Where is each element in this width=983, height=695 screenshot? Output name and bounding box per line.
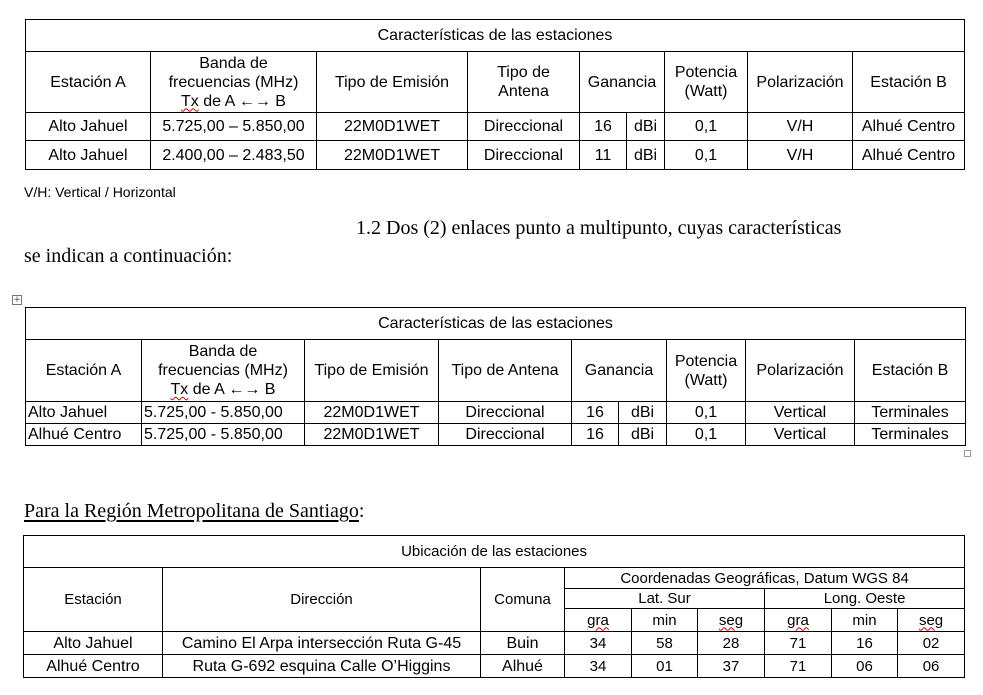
cell-long-gra: 71: [765, 655, 832, 678]
header-banda: [142, 340, 305, 402]
cell-ganancia-valor: 16: [580, 113, 627, 141]
header-tipo-antena: [468, 52, 580, 113]
cell-estacion-b: Terminales: [855, 424, 966, 446]
header-potencia-line1: Potencia: [674, 64, 738, 81]
header-potencia-line1: Potencia: [674, 352, 738, 370]
cell-estacion-a: Alto Jahuel: [26, 113, 151, 141]
cell-ganancia-unidad: dBi: [619, 402, 667, 424]
header-tipo-antena-line2: Antena: [498, 83, 549, 100]
cell-estacion-a: Alhué Centro: [26, 424, 142, 446]
header-banda-tx: Tx: [170, 381, 189, 398]
header-banda-line1: Banda de: [188, 343, 258, 360]
header-estacion-b: Estación B: [855, 340, 966, 402]
table-title: Características de las estaciones: [26, 308, 966, 340]
header-ganancia: Ganancia: [572, 340, 667, 402]
header-potencia: [667, 340, 746, 402]
cell-long-min: 16: [832, 632, 898, 655]
table-title: Ubicación de las estaciones: [24, 536, 965, 568]
cell-tipo-emision: 22M0D1WET: [305, 424, 439, 446]
header-lat-min: min: [632, 609, 698, 632]
header-coordenadas: Coordenadas Geográficas, Datum WGS 84: [565, 568, 965, 589]
cell-ganancia-valor: 16: [572, 402, 619, 424]
table-caracteristicas-2: [25, 307, 966, 446]
header-tipo-antena: Tipo de Antena: [439, 340, 572, 402]
table-row: [26, 141, 965, 170]
cell-estacion-b: Alhué Centro: [853, 113, 965, 141]
polarization-note: V/H: Vertical / Horizontal: [24, 184, 176, 200]
cell-tipo-antena: Direccional: [439, 402, 572, 424]
cell-comuna: Alhué: [481, 655, 565, 678]
cell-direccion: Ruta G-692 esquina Calle O’Higgins: [163, 655, 481, 678]
cell-potencia: 0,1: [667, 424, 746, 446]
header-tipo-antena-line1: Tipo de: [497, 64, 550, 81]
header-long-oeste: Long. Oeste: [765, 589, 965, 609]
header-ganancia: Ganancia: [580, 52, 665, 113]
header-long-gra: [765, 609, 832, 632]
header-banda-line2: frecuencias (MHz): [158, 362, 288, 379]
cell-potencia: 0,1: [665, 113, 748, 141]
header-estacion-b: Estación B: [853, 52, 965, 113]
cell-polarizacion: V/H: [748, 113, 853, 141]
header-potencia-line2: (Watt): [684, 371, 728, 389]
table-move-handle-icon[interactable]: +: [13, 295, 21, 305]
header-lat-gra: [565, 609, 632, 632]
cell-banda: 5.725,00 - 5.850,00: [142, 424, 305, 446]
cell-lat-min: 58: [632, 632, 698, 655]
cell-banda: 2.400,00 – 2.483,50: [151, 141, 317, 170]
table-resize-handle[interactable]: [964, 450, 971, 457]
paragraph-line-2: se indican a continuación:: [24, 245, 233, 267]
cell-estacion-b: Alhué Centro: [853, 141, 965, 170]
cell-tipo-emision: 22M0D1WET: [317, 113, 468, 141]
cell-tipo-emision: 22M0D1WET: [317, 141, 468, 170]
table-row: [24, 655, 965, 678]
table-row: [24, 632, 965, 655]
cell-tipo-antena: Direccional: [439, 424, 572, 446]
header-long-seg-text: seg: [918, 611, 944, 629]
cell-ganancia-unidad: dBi: [619, 424, 667, 446]
cell-tipo-antena: Direccional: [468, 141, 580, 170]
table-row: [26, 113, 965, 141]
header-tipo-emision: Tipo de Emisión: [305, 340, 439, 402]
header-lat-seg: [698, 609, 765, 632]
header-banda-tx: Tx: [181, 92, 199, 110]
table-caracteristicas-1: [25, 19, 965, 170]
cell-ganancia-valor: 11: [580, 141, 627, 170]
region-heading-text: Para la Región Metropolitana de Santiago: [24, 500, 359, 522]
cell-lat-gra: 34: [565, 632, 632, 655]
header-banda-line3: de A ←→ B: [188, 381, 276, 398]
header-estacion-a: Estación A: [26, 340, 142, 402]
header-lat-sur: Lat. Sur: [565, 589, 765, 609]
header-banda: [151, 52, 317, 113]
paragraph-line-1: 1.2 Dos (2) enlaces punto a multipunto, cuyas características: [356, 217, 842, 239]
cell-tipo-antena: Direccional: [468, 113, 580, 141]
header-comuna: Comuna: [481, 568, 565, 632]
cell-long-min: 06: [832, 655, 898, 678]
header-lat-seg-text: seg: [718, 611, 744, 629]
cell-banda: 5.725,00 – 5.850,00: [151, 113, 317, 141]
cell-long-gra: 71: [765, 632, 832, 655]
region-heading-colon: :: [358, 500, 365, 522]
header-banda-line2: frecuencias (MHz): [168, 73, 299, 91]
header-banda-line1: Banda de: [199, 54, 268, 72]
cell-banda: 5.725,00 - 5.850,00: [142, 402, 305, 424]
header-direccion: Dirección: [163, 568, 481, 632]
cell-long-seg: 06: [898, 655, 965, 678]
header-estacion: Estación: [24, 568, 163, 632]
cell-estacion-a: Alto Jahuel: [26, 141, 151, 170]
table-row: [26, 424, 966, 446]
header-banda-line3: de A ←→ B: [198, 92, 286, 110]
cell-estacion-b: Terminales: [855, 402, 966, 424]
header-tipo-emision: Tipo de Emisión: [317, 52, 468, 113]
cell-direccion: Camino El Arpa intersección Ruta G-45: [163, 632, 481, 655]
cell-estacion: Alto Jahuel: [24, 632, 163, 655]
cell-ganancia-unidad: dBi: [627, 113, 665, 141]
table-ubicacion: [23, 535, 965, 678]
cell-long-seg: 02: [898, 632, 965, 655]
header-lat-gra-text: gra: [587, 611, 609, 629]
region-heading: [24, 499, 364, 523]
header-estacion-a: Estación A: [26, 52, 151, 113]
cell-lat-gra: 34: [565, 655, 632, 678]
cell-lat-min: 01: [632, 655, 698, 678]
cell-potencia: 0,1: [665, 141, 748, 170]
table-title: Características de las estaciones: [26, 20, 965, 52]
header-potencia-line2: (Watt): [684, 83, 728, 100]
cell-polarizacion: V/H: [748, 141, 853, 170]
cell-comuna: Buin: [481, 632, 565, 655]
table-row: [26, 402, 966, 424]
cell-ganancia-valor: 16: [572, 424, 619, 446]
header-long-gra-text: gra: [787, 611, 809, 629]
header-polarizacion: Polarización: [746, 340, 855, 402]
cell-ganancia-unidad: dBi: [627, 141, 665, 170]
cell-estacion-a: Alto Jahuel: [26, 402, 142, 424]
header-long-min: min: [832, 609, 898, 632]
cell-estacion: Alhué Centro: [24, 655, 163, 678]
header-long-seg: [898, 609, 965, 632]
cell-potencia: 0,1: [667, 402, 746, 424]
cell-lat-seg: 37: [698, 655, 765, 678]
cell-polarizacion: Vertical: [746, 402, 855, 424]
header-polarizacion: Polarización: [748, 52, 853, 113]
cell-polarizacion: Vertical: [746, 424, 855, 446]
cell-tipo-emision: 22M0D1WET: [305, 402, 439, 424]
header-potencia: [665, 52, 748, 113]
cell-lat-seg: 28: [698, 632, 765, 655]
